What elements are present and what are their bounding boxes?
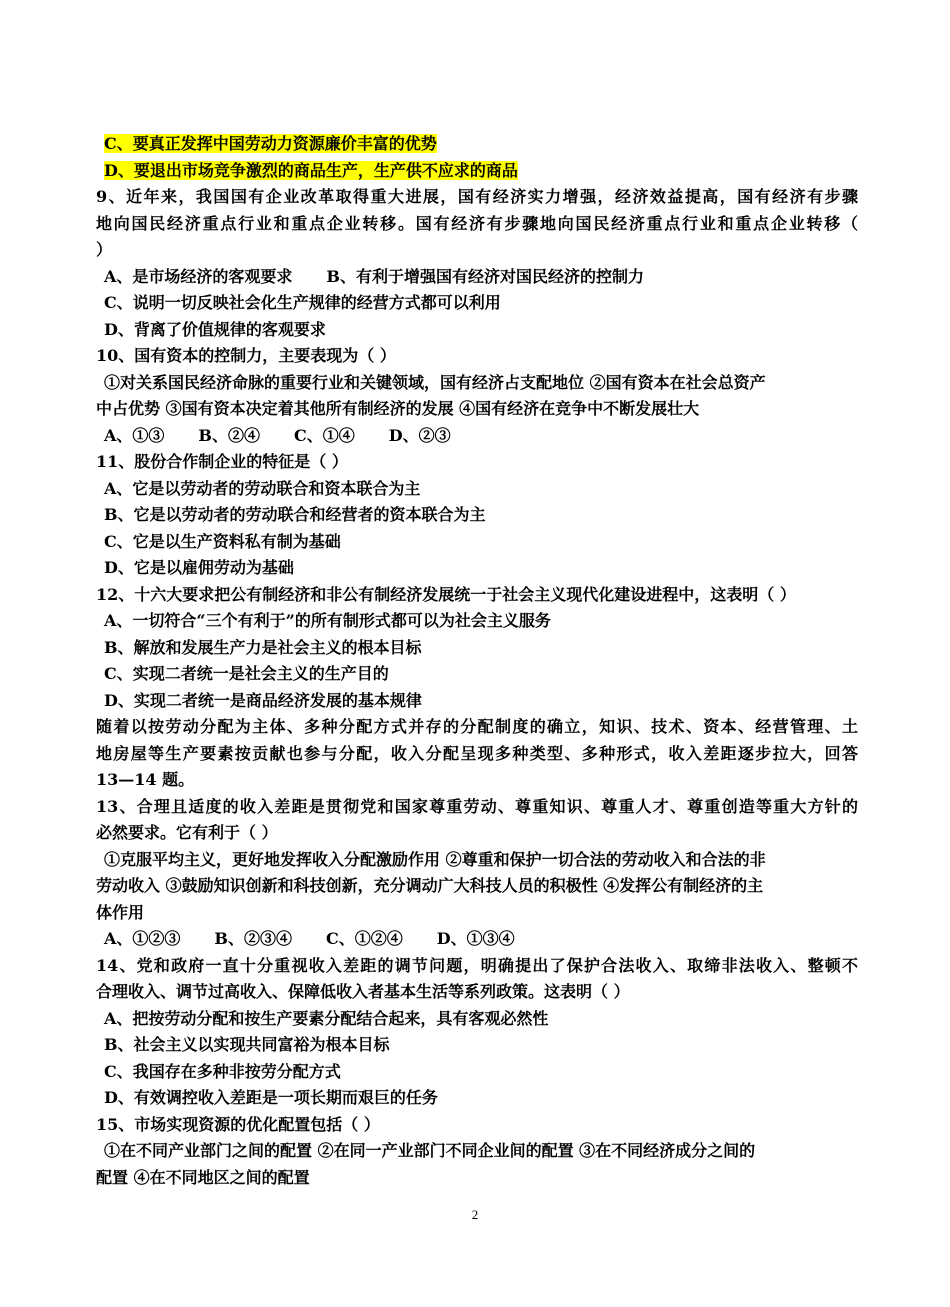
option-c: C、①②④ (325, 929, 403, 948)
question-11-option-d: D、它是以雇佣劳动为基础 (104, 558, 294, 577)
option-a: A、①②③ (104, 929, 181, 948)
question-10-options (96, 423, 858, 450)
option-c: C、①④ (293, 425, 355, 445)
question-13-statements: 体作用 (96, 902, 145, 922)
question-9-stem: 9、近年来，我国国有企业改革取得重大进展，国有经济实力增强，经济效益提高，国有经济有步骤 (96, 187, 858, 206)
question-9-options-ab (96, 264, 858, 291)
question-15-stem: 15、市场实现资源的优化配置包括（ ） (96, 1114, 380, 1134)
question-14-stem: 14、党和政府一直十分重视收入差距的调节问题，明确提出了保护合法收入、取缔非法收入、整顿不 (96, 955, 858, 975)
question-9-stem: 地向国民经济重点行业和重点企业转移。国有经济有步骤地向国民经济重点行业和重点企业转移（ (96, 213, 858, 233)
highlighted-text: C、要真正发挥中国劳动力资源廉价丰富的优势 (104, 134, 437, 153)
question-10-statements: ①对关系国民经济命脉的重要行业和关键领域，国有经济占支配地位 ②国有资本在社会总资产 (104, 372, 766, 392)
option-b: B、②③④ (214, 929, 292, 948)
question-15-statements: ①在不同产业部门之间的配置 ②在同一产业部门不同企业间的配置 ③在不同经济成分之间的 (104, 1141, 756, 1160)
question-12-option-b: B、解放和发展生产力是社会主义的根本目标 (104, 637, 422, 657)
page-number: 2 (471, 1207, 479, 1222)
question-9-option-b: B、有利于增强国有经济对国民经济的控制力 (326, 266, 644, 286)
question-14-option-b: B、社会主义以实现共同富裕为根本目标 (104, 1035, 390, 1054)
question-13-statements: ①克服平均主义，更好地发挥收入分配激励作用 ②尊重和保护一切合法的劳动收入和合法的非 (104, 849, 766, 869)
question-9-option-d: D、背离了价值规律的客观要求 (104, 319, 326, 339)
question-13-options (96, 926, 858, 953)
option-b: B、②④ (198, 425, 260, 445)
question-8-option-d (96, 158, 858, 185)
question-12-option-d: D、实现二者统一是商品经济发展的基本规律 (104, 690, 422, 710)
question-11-stem: 11、股份合作制企业的特征是（ ） (96, 452, 348, 471)
question-14-option-c: C、我国存在多种非按劳分配方式 (104, 1061, 341, 1081)
question-12-option-c: C、实现二者统一是社会主义的生产目的 (104, 664, 389, 683)
question-13-statements: 劳动收入 ③鼓励知识创新和科技创新，充分调动广大科技人员的积极性 ④发挥公有制经济的主 (96, 876, 764, 895)
option-a: A、①③ (104, 425, 165, 445)
question-15-statements: 配置 ④在不同地区之间的配置 (96, 1167, 310, 1187)
highlighted-text: D、要退出市场竞争激烈的商品生产，生产供不应求的商品 (104, 160, 518, 180)
question-13-stem: 必然要求。它有利于（ ） (96, 823, 278, 842)
question-12-stem: 12、十六大要求把公有制经济和非公有制经济发展统一于社会主义现代化建设进程中，这表明（ ） (96, 584, 796, 604)
question-11-option-a: A、它是以劳动者的劳动联合和资本联合为主 (104, 478, 421, 498)
question-14-stem: 合理收入、调节过高收入、保障低收入者基本生活等系列政策。这表明（ ） (96, 982, 630, 1001)
question-10-stem: 10、国有资本的控制力，主要表现为（ ） (96, 346, 396, 365)
question-12-option-a: A、一切符合“三个有利于”的所有制形式都可以为社会主义服务 (104, 611, 551, 630)
question-11-option-c: C、它是以生产资料私有制为基础 (104, 531, 341, 551)
question-11-option-b: B、它是以劳动者的劳动联合和经营者的资本联合为主 (104, 505, 486, 524)
question-9-option-c: C、说明一切反映社会化生产规律的经营方式都可以利用 (104, 293, 501, 312)
question-10-statements: 中占优势 ③国有资本决定着其他所有制经济的发展 ④国有经济在竞争中不断发展壮大 (96, 399, 700, 418)
question-14-option-d: D、有效调控收入差距是一项长期而艰巨的任务 (104, 1088, 438, 1107)
option-d: D、②③ (388, 425, 451, 445)
material-paragraph: 地房屋等生产要素按贡献也参与分配，收入分配呈现多种类型、多种形式，收入差距逐步拉大，回答 (96, 743, 858, 763)
page-content (96, 131, 858, 1191)
material-paragraph: 随着以按劳动分配为主体、多种分配方式并存的分配制度的确立，知识、技术、资本、经营管理、土 (96, 717, 858, 736)
question-8-option-c (96, 131, 858, 158)
question-9-stem: ） (96, 240, 113, 259)
question-13-stem: 13、合理且适度的收入差距是贯彻党和国家尊重劳动、尊重知识、尊重人才、尊重创造等重大方针的 (96, 796, 858, 816)
material-paragraph: 13—14 题。 (96, 770, 195, 789)
option-d: D、①③④ (436, 929, 515, 948)
question-14-option-a: A、把按劳动分配和按生产要素分配结合起来，具有客观必然性 (104, 1008, 549, 1028)
question-9-option-a: A、是市场经济的客观要求 (104, 266, 293, 286)
